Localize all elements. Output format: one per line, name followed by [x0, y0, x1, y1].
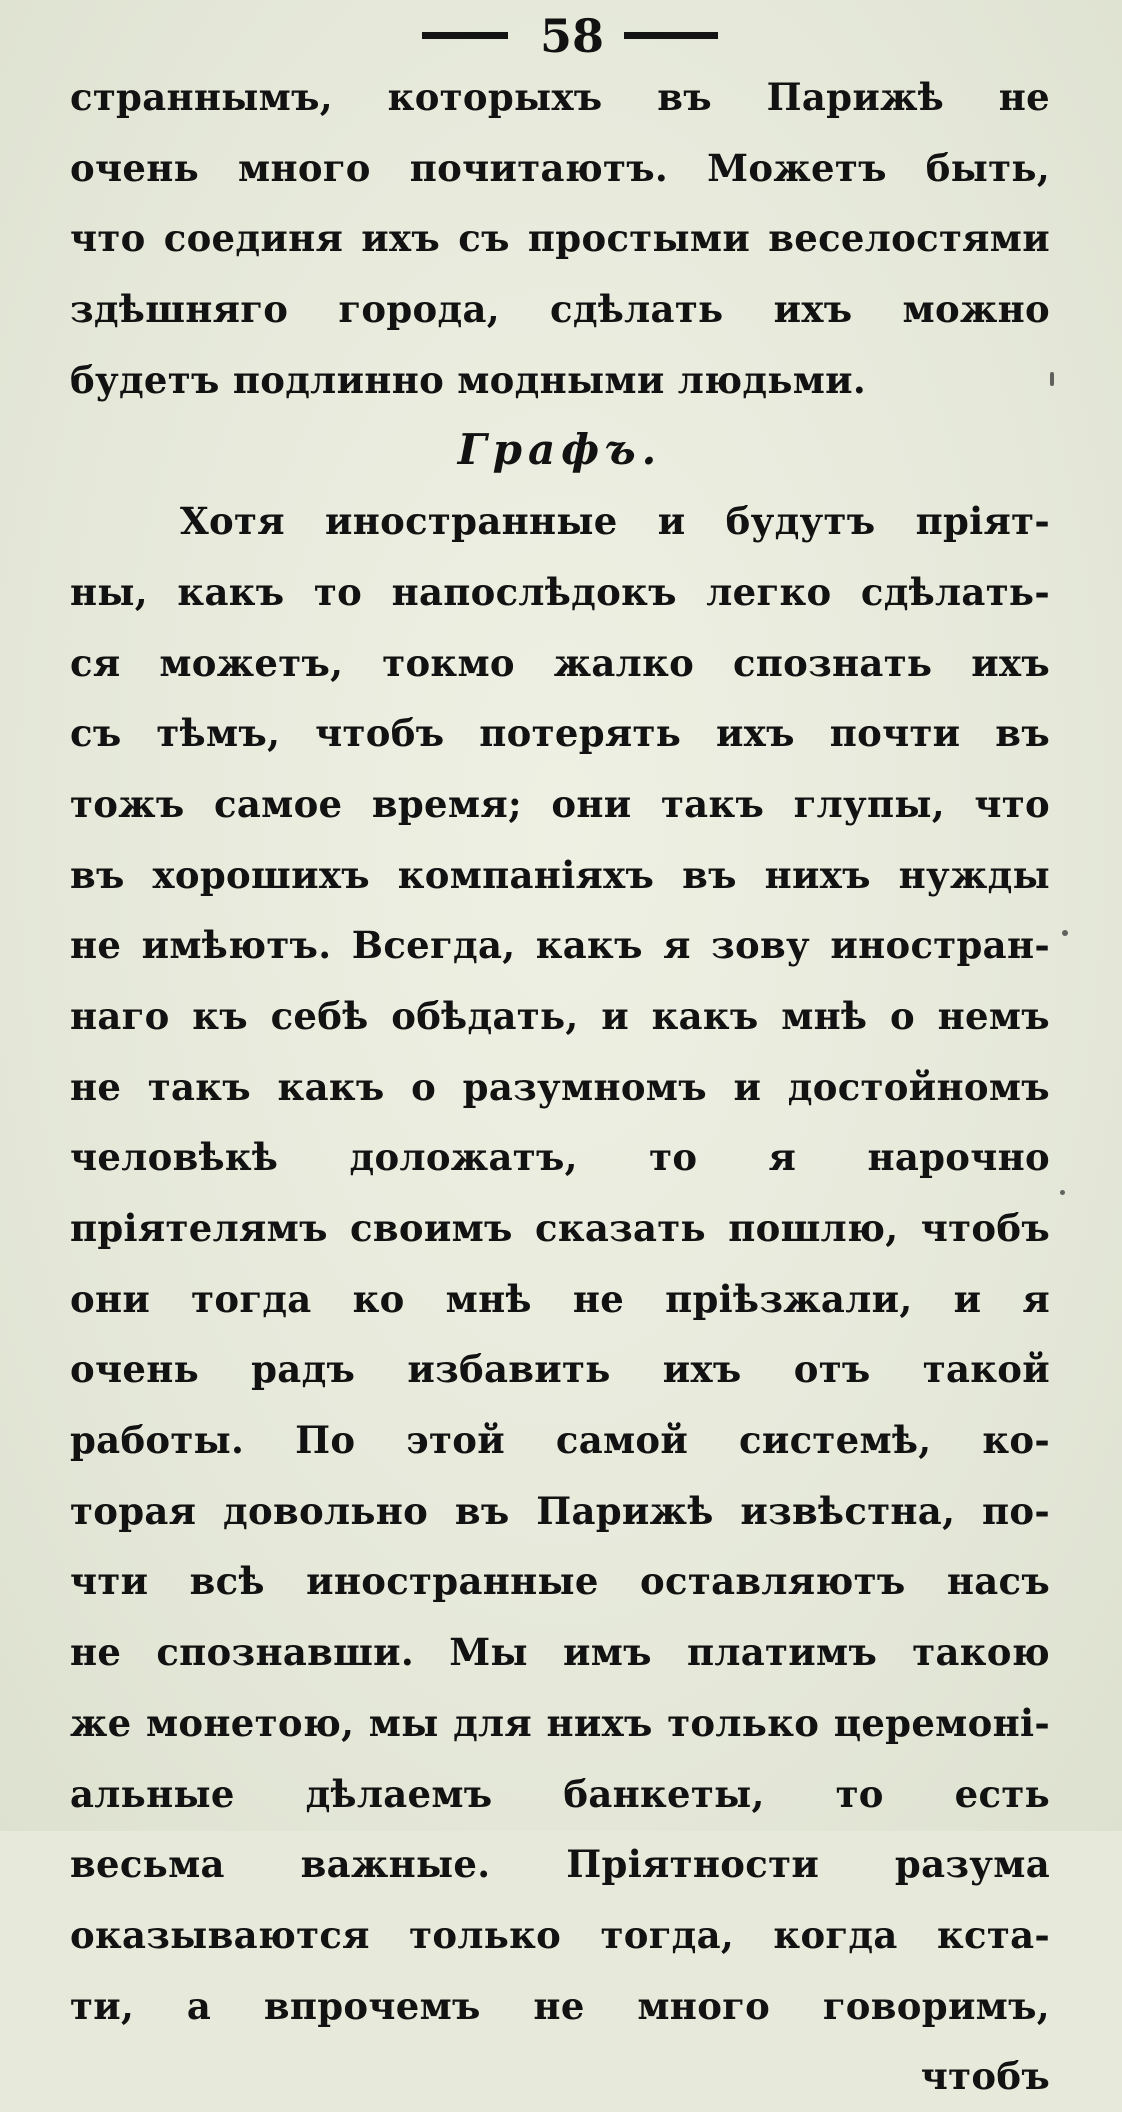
- text-line: альные дѣлаемъ банкеты, то есть: [70, 1771, 1050, 1816]
- text-line: въ хорошихъ компаніяхъ въ нихъ нужды: [70, 852, 1050, 897]
- text-line: не спознавши. Мы имъ платимъ такою: [70, 1630, 1050, 1675]
- text-line: торая довольно въ Парижѣ извѣстна, по-: [70, 1488, 1050, 1533]
- text-line: наго къ себѣ обѣдать, и какъ мнѣ о немъ: [70, 993, 1050, 1038]
- text-line: очень радъ избавить ихъ отъ такой: [70, 1347, 1050, 1392]
- text-line: тожъ самое время; они такъ глупы, что: [70, 781, 1050, 826]
- text-line: не такъ какъ о разумномъ и достойномъ: [70, 1064, 1050, 1109]
- text-line: человѣкѣ доложатъ, то я нарочно: [70, 1135, 1050, 1180]
- text-line: что соединя ихъ съ простыми веселостями: [70, 216, 1050, 261]
- text-line: съ тѣмъ, чтобъ потерять ихъ почти въ: [70, 711, 1050, 756]
- text-line: ти, а впрочемъ не много говоримъ,: [70, 1983, 1050, 2028]
- page-number: 58: [540, 9, 605, 63]
- text-line: оказываются только тогда, когда кста-: [70, 1912, 1050, 1957]
- text-line: они тогда ко мнѣ не пріѣзжали, и я: [70, 1276, 1050, 1321]
- catchword: чтобъ: [920, 2054, 1050, 2099]
- text-line: пріятелямъ своимъ сказать пошлю, чтобъ: [70, 1206, 1050, 1250]
- text-line: работы. По этой самой системѣ, ко-: [70, 1418, 1050, 1463]
- text-line: страннымъ, которыхъ въ Парижѣ не: [70, 75, 1050, 119]
- text-line: не имѣютъ. Всегда, какъ я зову иностран-: [70, 923, 1050, 968]
- text-line: ны, какъ то напослѣдокъ легко сдѣлать-: [70, 569, 1050, 614]
- text-line: очень много почитаютъ. Можетъ быть,: [70, 145, 1050, 190]
- page-text: [70, 62, 1050, 2112]
- text-line: Хотя иностранные и будутъ пріят-: [180, 499, 1050, 544]
- text-line: будетъ подлинно модными людьми.: [70, 357, 867, 402]
- page-header: [0, 6, 1122, 63]
- text-line: же монетою, мы для нихъ только церемоні-: [70, 1700, 1050, 1745]
- ink-speck: [1062, 930, 1068, 936]
- header-rule-left: [422, 32, 508, 39]
- speaker-heading: Графъ.: [457, 425, 663, 475]
- text-line: весьма важные. Пріятности разума: [70, 1842, 1050, 1887]
- ink-speck: [1050, 372, 1054, 386]
- text-line: чти всѣ иностранные оставляютъ насъ: [70, 1559, 1050, 1604]
- header-rule-right: [624, 32, 718, 39]
- text-line: ся можетъ, токмо жалко спознать ихъ: [70, 640, 1050, 685]
- text-line: здѣшняго города, сдѣлать ихъ можно: [70, 287, 1050, 332]
- ink-speck: [1060, 1190, 1065, 1195]
